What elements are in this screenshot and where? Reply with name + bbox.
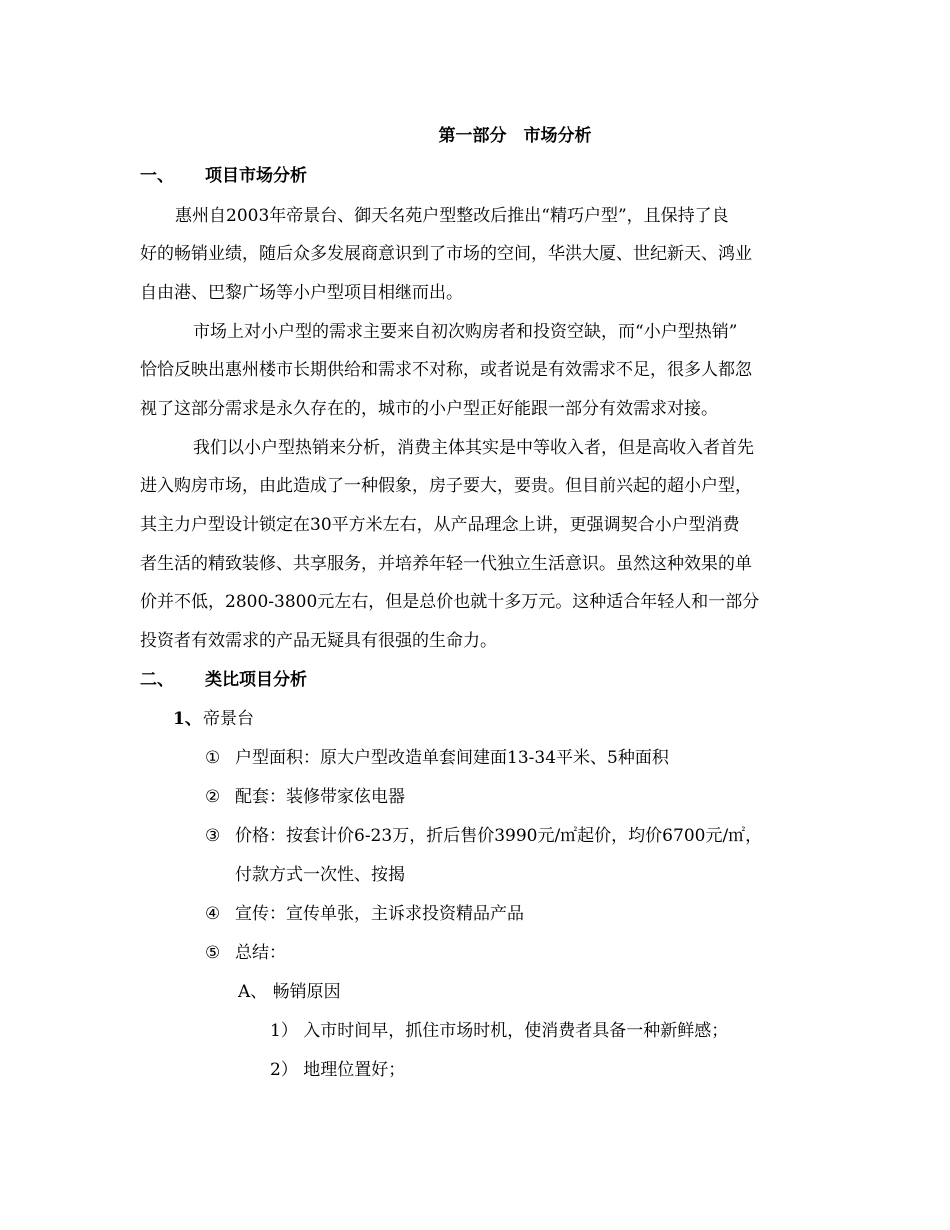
project-item-2 [205,786,405,808]
page-title: 第一部分 市场分析 [438,126,592,146]
item-marker: ① [205,748,221,768]
para1-line-1: 惠州自2003年帝景台、御天名苑户型整改后推出“精巧户型”，且保持了良 [175,206,729,226]
project-item-1 [205,747,669,769]
para3-line-6: 投资者有效需求的产品无疑具有很强的生命力。 [140,631,497,651]
section-1-number: 一、 [140,166,174,186]
section-2-heading: 类比项目分析 [205,670,307,690]
section-1-heading: 项目市场分析 [205,166,307,186]
project-1-name: 帝景台 [203,709,254,729]
para1-line-3: 自由港、巴黎广场等小户型项目相继而出。 [140,283,463,303]
project-item-5 [205,942,286,964]
item-marker: ④ [205,904,221,924]
item-text: 户型面积：原大户型改造单套间建面13-34平米、5种面积 [235,748,669,768]
para3-line-3: 其主力户型设计锁定在30平方米左右，从产品理念上讲，更强调契合小户型消费 [140,515,740,535]
reason-1: 1） 入市时间早，抓住市场时机，使消费者具备一种新鲜感； [270,1021,729,1041]
para2-line-1: 市场上对小户型的需求主要来自初次购房者和投资空缺，而“小户型热销” [193,322,738,342]
item-text: 总结： [235,943,286,963]
project-1-number: 1、 [173,709,202,729]
project-item-3-continued: 付款方式一次性、按揭 [235,865,405,885]
para3-line-4: 者生活的精致装修、共享服务，并培养年轻一代独立生活意识。虽然这种效果的单 [140,554,752,574]
item-marker: ⑤ [205,943,221,963]
para2-line-3: 视了这部分需求是永久存在的，城市的小户型正好能跟一部分有效需求对接。 [140,399,718,419]
project-item-4 [205,903,524,925]
para1-line-2: 好的畅销业绩，随后众多发展商意识到了市场的空间，华洪大厦、世纪新天、鸿业 [140,244,752,264]
item-text: 宣传：宣传单张，主诉求投资精品产品 [235,904,524,924]
reason-2: 2） 地理位置好； [270,1060,406,1080]
item-marker: ③ [205,826,221,846]
item-text: 价格：按套计价6-23万，折后售价3990元/㎡起价，均价6700元/㎡， [235,826,763,846]
item-text: 配套：装修带家伭电器 [235,787,405,807]
item-marker: ② [205,787,221,807]
section-2-number: 二、 [140,670,174,690]
para3-line-1: 我们以小户型热销来分析，消费主体其实是中等收入者，但是高收入者首先 [193,438,754,458]
reasons-heading: A、 畅销原因 [238,982,341,1002]
para2-line-2: 恰恰反映出惠州楼市长期供给和需求不对称，或者说是有效需求不足，很多人都忽 [140,360,752,380]
para3-line-5: 价并不低，2800-3800元左右，但是总价也就十多万元。这种适合年轻人和一部分 [140,592,760,612]
project-item-3 [205,825,762,847]
para3-line-2: 进入购房市场，由此造成了一种假象，房子要大，要贵。但目前兴起的超小户型， [140,476,752,496]
